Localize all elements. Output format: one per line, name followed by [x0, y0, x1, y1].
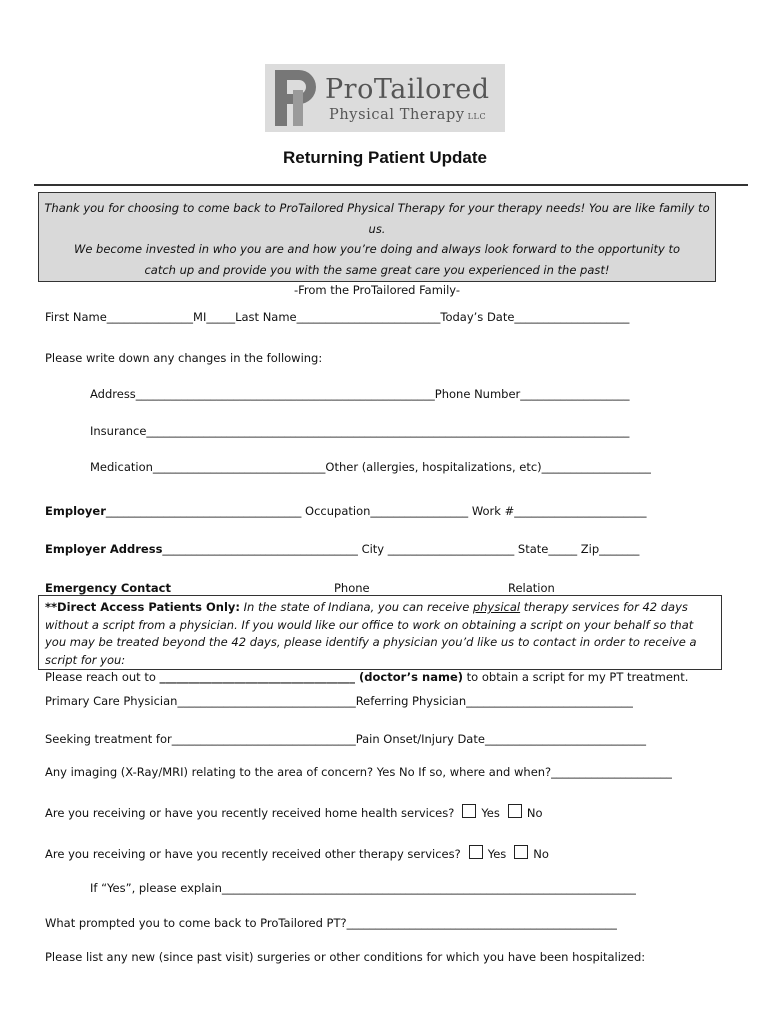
direct-access-underlined: physical	[472, 600, 521, 614]
logo-subtitle-text: Physical Therapy	[329, 107, 465, 123]
direct-access-box	[38, 595, 722, 684]
employer-row[interactable]	[45, 504, 646, 518]
insurance-row[interactable]: Insurance____________________________________________________________________________________	[90, 424, 630, 438]
other-therapy-question: Are you receiving or have you recently received other therapy services?	[45, 847, 461, 861]
other-therapy-no-checkbox[interactable]	[514, 845, 528, 859]
logo-suffix: LLC	[467, 112, 487, 121]
imaging-row[interactable]: Any imaging (X-Ray/MRI) relating to the area of concern? Yes No If so, where and when?_____________________	[45, 765, 672, 779]
other-therapy-yes-label: Yes	[487, 847, 507, 861]
home-health-yes-label: Yes	[481, 806, 500, 820]
doctor-name-blank[interactable]: __________________________________	[159, 670, 356, 684]
seeking-treatment-row[interactable]: Seeking treatment for________________________________Pain Onset/Injury Date____________________________	[45, 732, 646, 746]
home-health-question: Are you receiving or have you recently received home health services?	[45, 806, 455, 820]
home-health-row	[45, 804, 543, 820]
direct-access-reach: Please reach out to	[45, 670, 160, 684]
intro-line-2: We become invested in who you are and how you’re doing and always look forward to the opportunity to	[73, 242, 681, 256]
name-row[interactable]: First Name_______________MI_____Last Name_________________________Today’s Date____________________	[45, 310, 630, 324]
address-row[interactable]: Address____________________________________________________Phone Number___________________	[90, 387, 630, 401]
intro-signature: -From the ProTailored Family-	[293, 283, 461, 297]
intro-box	[38, 192, 716, 297]
intro-line-1: Thank you for choosing to come back to ProTailored Physical Therapy for your therapy needs! You are like family to us.	[44, 201, 710, 236]
other-therapy-yes-checkbox[interactable]	[469, 845, 483, 859]
title-divider	[34, 184, 748, 186]
employer-address-label: Employer Address	[45, 542, 163, 556]
company-logo	[265, 64, 505, 132]
other-therapy-no-label: No	[533, 847, 549, 861]
form-title: Returning Patient Update	[282, 148, 487, 167]
logo-subtitle	[329, 107, 486, 123]
surgeries-prompt: Please list any new (since past visit) surgeries or other conditions for which you have been hospitalized:	[45, 950, 646, 964]
logo-name: ProTailored	[325, 74, 490, 105]
emergency-contact-label: Emergency Contact	[45, 581, 171, 595]
logo-mark-icon	[271, 68, 319, 128]
intro-line-3: catch up and provide you with the same great care you experienced in the past!	[144, 262, 610, 277]
emergency-relation-label: Relation	[508, 581, 555, 595]
employer-address-row[interactable]	[45, 542, 639, 556]
explain-row[interactable]: If “Yes”, please explain________________________________________________________________________	[90, 881, 636, 895]
employer-row-fields[interactable]: __________________________________ Occupation_________________ Work #_______________________	[105, 504, 647, 518]
direct-access-label: **Direct Access Patients Only:	[45, 600, 240, 614]
doctor-name-label: (doctor’s name)	[355, 670, 463, 684]
emergency-phone-label: Phone	[334, 581, 370, 595]
medication-row[interactable]: Medication______________________________Other (allergies, hospitalizations, etc)___________________	[90, 460, 651, 474]
direct-access-text-1: In the state of Indiana, you can receive	[239, 600, 473, 614]
employer-label: Employer	[45, 504, 106, 518]
home-health-no-checkbox[interactable]	[508, 804, 522, 818]
direct-access-end: to obtain a script for my PT treatment.	[463, 670, 689, 684]
employer-address-fields[interactable]: __________________________________ City ______________________ State_____ Zip_______	[162, 542, 640, 556]
home-health-no-label: No	[526, 806, 543, 820]
other-therapy-row	[45, 845, 549, 861]
home-health-yes-checkbox[interactable]	[462, 804, 476, 818]
changes-prompt: Please write down any changes in the following:	[45, 351, 323, 365]
physician-row[interactable]: Primary Care Physician_______________________________Referring Physician_____________________________	[45, 694, 633, 708]
direct-access-text-2: therapy services for 42 days without a script from a physician. If you would like our office to work on obtaining a script on your behalf so that you may be treated beyond the 42 days, please identify a physician you’d like us to contact in order to receive a script for you:	[45, 600, 697, 667]
prompted-row[interactable]: What prompted you to come back to ProTailored PT?_______________________________________________	[45, 916, 617, 930]
